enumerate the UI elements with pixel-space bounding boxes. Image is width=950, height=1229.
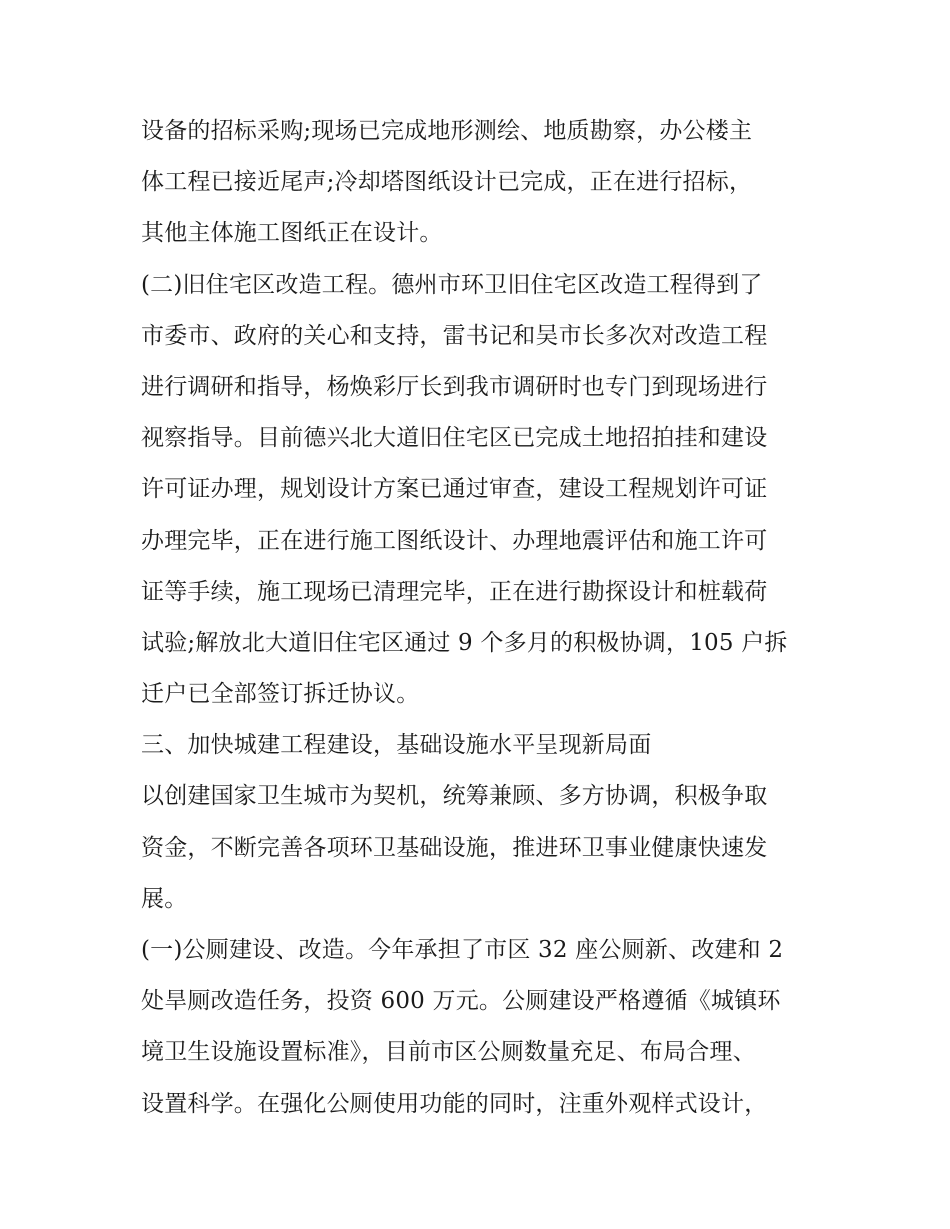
text-line-4: (二)旧住宅区改造工程。德州市环卫旧住宅区改造工程得到了 [141, 271, 763, 298]
text-line-3: 其他主体施工图纸正在设计。 [141, 220, 443, 247]
text-line-14: 以创建国家卫生城市为契机，统筹兼顾、多方协调，积极争取 [141, 783, 768, 810]
text-line-18: 处旱厕改造任务，投资 600 万元。公厕建设严格遵循《城镇环 [141, 988, 781, 1015]
text-line-10: 证等手续，施工现场已清理完毕，正在进行勘探设计和桩载荷 [141, 578, 768, 605]
text-line-5: 市委市、政府的关心和支持，雷书记和吴市长多次对改造工程 [141, 322, 768, 349]
text-line-12: 迁户已全部签订拆迁协议。 [141, 681, 420, 708]
text-line-19: 境卫生设施设置标准》，目前市区公厕数量充足、布局合理、 [141, 1039, 756, 1066]
text-line-11: 试验;解放北大道旧住宅区通过 9 个多月的积极协调，105 户拆 [141, 629, 788, 656]
document-page [141, 106, 821, 1130]
text-line-20: 设置科学。在强化公厕使用功能的同时，注重外观样式设计， [141, 1090, 768, 1117]
text-line-2: 体工程已接近尾声;冷却塔图纸设计已完成，正在进行招标， [141, 169, 753, 196]
text-line-6: 进行调研和指导，杨焕彩厅长到我市调研时也专门到现场进行 [141, 373, 768, 400]
text-line-7: 视察指导。目前德兴北大道旧住宅区已完成土地招拍挂和建设 [141, 425, 768, 452]
text-line-16: 展。 [141, 885, 188, 912]
section-heading: 三、加快城建工程建设，基础设施水平呈现新局面 [141, 732, 652, 759]
text-line-9: 办理完毕，正在进行施工图纸设计、办理地震评估和施工许可 [141, 527, 768, 554]
text-line-17: (一)公厕建设、改造。今年承担了市区 32 座公厕新、改建和 2 [141, 937, 784, 963]
text-line-8: 许可证办理，规划设计方案已通过审查，建设工程规划许可证 [141, 476, 768, 503]
text-line-1: 设备的招标采购;现场已完成地形测绘、地质勘察，办公楼主 [141, 118, 753, 144]
text-line-15: 资金，不断完善各项环卫基础设施，推进环卫事业健康快速发 [141, 834, 768, 861]
